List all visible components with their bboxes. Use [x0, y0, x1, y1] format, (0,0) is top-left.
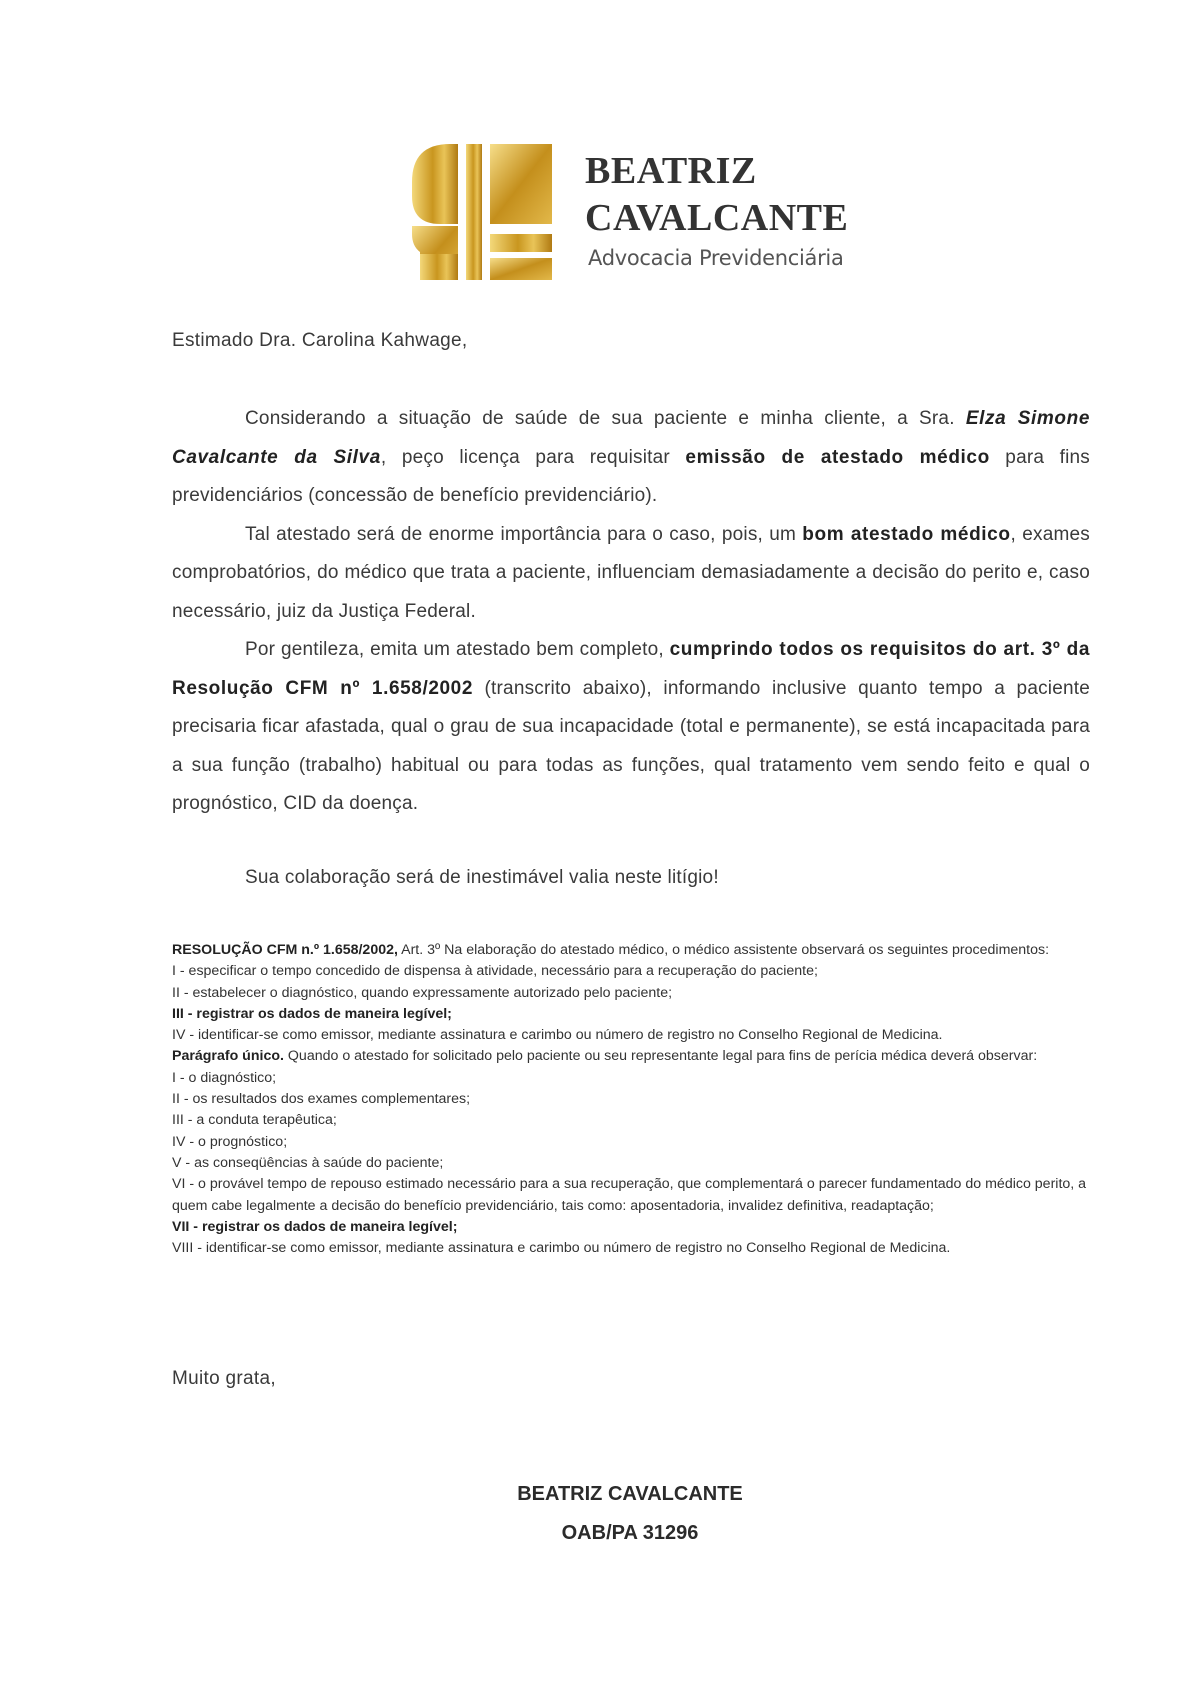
- letter-body: [172, 400, 1090, 824]
- paragraph-2-text-b: , exames comprobatórios, do médico que trata a paciente, influenciam demasiadamente a decisão do perito e, caso necessário, juiz da Justiça Federal.: [172, 523, 1090, 622]
- firm-name-line2: CAVALCANTE: [585, 197, 849, 239]
- paragraph-3-text-a: Por gentileza, emita um atestado bem completo,: [245, 639, 670, 660]
- paragrafo-unico-label: Parágrafo único.: [172, 1048, 284, 1065]
- resolution-item-bold: VII - registrar os dados de maneira legível;: [172, 1218, 458, 1235]
- paragraph-1-text-a: Considerando a situação de saúde de sua paciente e minha cliente, a Sra.: [245, 408, 966, 429]
- resolution-item: II - estabelecer o diagnóstico, quando expressamente autorizado pelo paciente;: [172, 984, 673, 1001]
- paragraph-3-emphasis: cumprindo todos os requisitos do art. 3º da Resolução CFM nº 1.658/2002: [172, 639, 1090, 699]
- signature-oab: OAB/PA 31296: [561, 1522, 699, 1544]
- resolution-item: III - a conduta terapêutica;: [172, 1112, 337, 1129]
- resolution-item: II - os resultados dos exames complementares;: [172, 1091, 471, 1108]
- resolution-intro: Art. 3º Na elaboração do atestado médico, o médico assistente observará os seguintes procedimentos:: [397, 942, 1050, 958]
- greeting: Estimado Dra. Carolina Kahwage,: [172, 330, 468, 351]
- paragraph-2-text-a: Tal atestado será de enorme importância para o caso, pois, um: [245, 523, 803, 545]
- paragrafo-unico: [172, 1046, 1090, 1067]
- firm-logo: [410, 142, 850, 282]
- paragrafo-unico-text: Quando o atestado for solicitado pelo paciente ou seu representante legal para fins de perícia médica deverá observar:: [283, 1048, 1038, 1065]
- paragraph-1: [172, 400, 1090, 516]
- resolution-item-bold: III - registrar os dados de maneira legível;: [172, 1005, 452, 1022]
- paragraph-2-emphasis: bom atestado médico: [802, 523, 1011, 545]
- paragraph-1-text-b: , peço licença para requisitar: [380, 446, 686, 468]
- firm-name: [585, 148, 848, 242]
- resolution-item: IV - o prognóstico;: [172, 1133, 288, 1150]
- paragraph-3-text-b: (transcrito abaixo), informando inclusive quanto tempo a paciente precisaria ficar afastada, qual o grau de sua incapacidade (total e permanente), se está incapacitada para a sua função (trabalho) habitual ou para todas as funções, qual tratamento vem sendo feito e qual o prognóstico, CID da doença.: [172, 677, 1090, 814]
- signature-block: [0, 1475, 1200, 1553]
- paragraph-2: [172, 516, 1090, 632]
- resolution-item: I - o diagnóstico;: [172, 1069, 277, 1086]
- resolution-item: VIII - identificar-se como emissor, mediante assinatura e carimbo ou número de registro no Conselho Regional de Medicina.: [172, 1240, 951, 1257]
- firm-logo-mark-icon: [410, 142, 560, 282]
- resolution-heading: [172, 940, 1090, 961]
- paragraph-1-emphasis: emissão de atestado médico: [685, 446, 990, 468]
- resolution-item: IV - identificar-se como emissor, mediante assinatura e carimbo ou número de registro no Conselho Regional de Medicina.: [172, 1027, 943, 1044]
- resolution-item: V - as conseqüências à saúde do paciente;: [172, 1154, 444, 1171]
- sign-off: Muito grata,: [172, 1368, 276, 1389]
- paragraph-3: [172, 631, 1090, 824]
- closing-line: Sua colaboração será de inestimável valia neste litígio!: [245, 867, 719, 888]
- signature-name: BEATRIZ CAVALCANTE: [517, 1483, 743, 1505]
- resolution-transcript: [172, 940, 1090, 1259]
- firm-name-line1: BEATRIZ: [585, 150, 757, 192]
- resolution-item: VI - o provável tempo de repouso estimado necessário para a sua recuperação, que complementará o parecer fundamentado do médico perito, a quem cabe legalmente a decisão do benefício previdenciário, tais como: aposentadoria, invalidez definitiva, readaptação;: [172, 1176, 1087, 1214]
- resolution-title: RESOLUÇÃO CFM n.º 1.658/2002,: [172, 942, 398, 958]
- client-name: Elza Simone Cavalcante da Silva: [172, 408, 1091, 468]
- firm-tagline: Advocacia Previdenciária: [588, 246, 844, 270]
- paragraph-1-text-c: para fins previdenciários (concessão de benefício previdenciário).: [172, 446, 1090, 506]
- resolution-item: I - especificar o tempo concedido de dispensa à atividade, necessário para a recuperação do paciente;: [172, 963, 818, 980]
